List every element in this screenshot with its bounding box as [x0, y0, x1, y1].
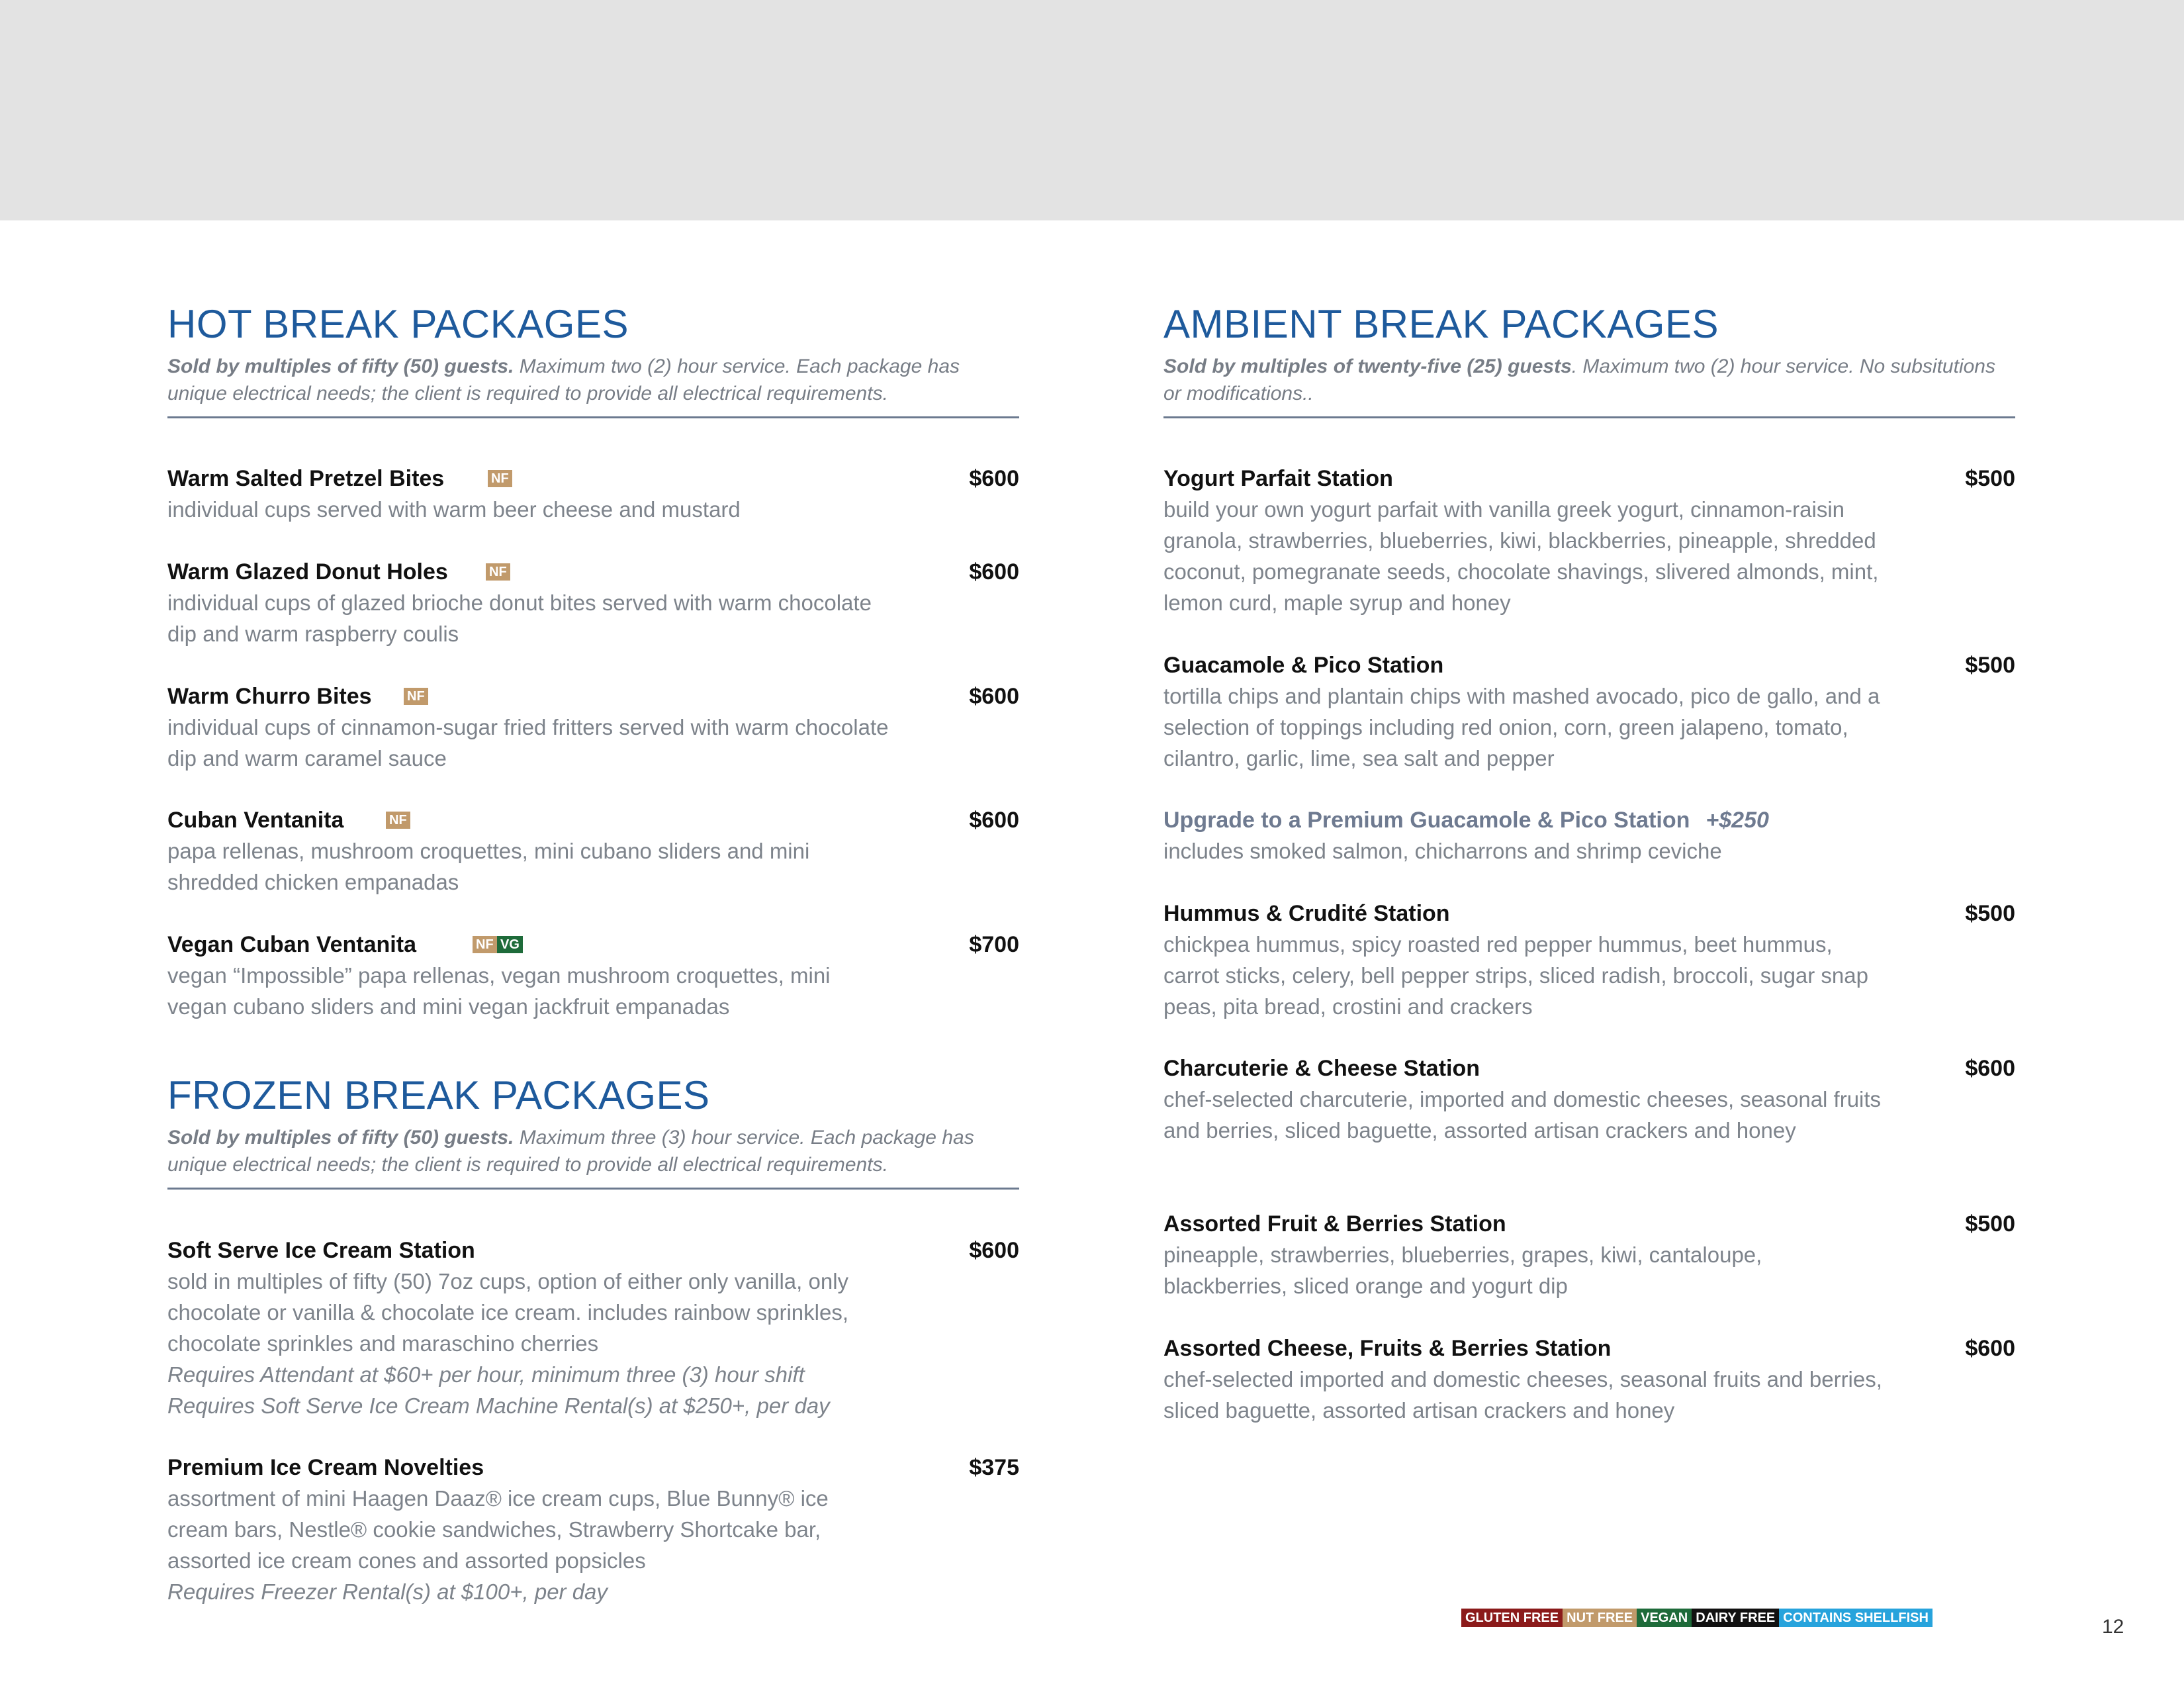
section-note-text: . Maximum two (2) hour service. No subsitutions or modifications..	[1163, 355, 1995, 404]
section-note	[167, 353, 1019, 407]
legend-vegan: VEGAN	[1637, 1609, 1692, 1627]
upgrade-price: +$250	[1706, 808, 1769, 833]
item-name: Hummus & Crudité Station	[1163, 901, 1450, 926]
nut-free-badge: NF	[473, 936, 497, 953]
item-description: sold in multiples of fifty (50) 7oz cups, option of either only vanilla, only chocolate or vanilla & chocolate ice cream. includes rainbow sprinkles, chocolate sprinkles and maraschino cherries	[167, 1269, 849, 1356]
section-note	[167, 1124, 1019, 1178]
nut-free-badge: NF	[486, 563, 510, 581]
item-description: chef-selected imported and domestic cheeses, seasonal fruits and berries, sliced baguette, assorted artisan crackers and honey	[1163, 1367, 1882, 1423]
section-title: AMBIENT BREAK PACKAGES	[1163, 302, 1719, 346]
item-name: Warm Churro Bites	[167, 684, 372, 709]
item-price: $600	[969, 559, 1019, 585]
section-note-emphasis: Sold by multiples of fifty (50) guests.	[167, 1127, 514, 1149]
item-name: Soft Serve Ice Cream Station	[167, 1238, 475, 1263]
item-description: chickpea hummus, spicy roasted red pepper hummus, beet hummus, carrot sticks, celery, bell pepper strips, sliced radish, broccoli, sugar snap peas, pita bread, crostini and crackers	[1163, 932, 1868, 1019]
item-description: individual cups of cinnamon-sugar fried fritters served with warm chocolate dip and warm caramel sauce	[167, 715, 889, 771]
item-description: tortilla chips and plantain chips with mashed avocado, pico de gallo, and a selection of toppings including red onion, corn, green jalapeno, tomato, cilantro, garlic, lime, sea salt and pepper	[1163, 684, 1880, 771]
item-price: $375	[969, 1455, 1019, 1480]
item-name: Charcuterie & Cheese Station	[1163, 1056, 1480, 1081]
legend-gluten-free: GLUTEN FREE	[1461, 1609, 1563, 1627]
vegan-badge: VG	[497, 936, 523, 953]
item-description: chef-selected charcuterie, imported and domestic cheeses, seasonal fruits and berries, sliced baguette, assorted artisan crackers and honey	[1163, 1087, 1882, 1143]
item-name: Yogurt Parfait Station	[1163, 466, 1393, 491]
header-band	[0, 0, 2184, 220]
item-description: pineapple, strawberries, blueberries, grapes, kiwi, cantaloupe, blackberries, sliced orange and yogurt dip	[1163, 1243, 1762, 1298]
item-price: $500	[1965, 1211, 2015, 1237]
upgrade-name	[1163, 805, 1769, 835]
legend-dairy-free: DAIRY FREE	[1692, 1609, 1779, 1627]
item-description: build your own yogurt parfait with vanilla greek yogurt, cinnamon-raisin granola, strawberries, blueberries, kiwi, blackberries, pineapple, shredded coconut, pomegranate seeds, chocolate shavings, slivered almonds, mint, lemon curd, maple syrup and honey	[1163, 497, 1879, 615]
section-note-emphasis: Sold by multiples of twenty-five (25) guests	[1163, 355, 1572, 377]
item-requirement: Requires Soft Serve Ice Cream Machine Rental(s) at $250+, per day	[167, 1393, 830, 1418]
item-description: individual cups of glazed brioche donut bites served with warm chocolate dip and warm raspberry coulis	[167, 590, 872, 646]
nut-free-badge: NF	[404, 688, 428, 705]
item-name: Warm Glazed Donut Holes	[167, 559, 448, 585]
nut-free-badge: NF	[386, 812, 410, 829]
item-name: Cuban Ventanita	[167, 808, 344, 833]
section-note-emphasis: Sold by multiples of fifty (50) guests.	[167, 355, 514, 377]
item-description: papa rellenas, mushroom croquettes, mini cubano sliders and mini shredded chicken empanadas	[167, 839, 810, 894]
item-name: Premium Ice Cream Novelties	[167, 1455, 484, 1480]
item-price: $600	[969, 684, 1019, 709]
item-price: $600	[969, 1238, 1019, 1263]
item-description: assortment of mini Haagen Daaz® ice cream cups, Blue Bunny® ice cream bars, Nestle® cookie sandwiches, Strawberry Shortcake bar, assorted ice cream cones and assorted popsicles	[167, 1486, 829, 1573]
item-name: Guacamole & Pico Station	[1163, 653, 1444, 678]
item-name: Assorted Cheese, Fruits & Berries Station	[1163, 1336, 1612, 1361]
upgrade-description: includes smoked salmon, chicharrons and shrimp ceviche	[1163, 839, 1722, 863]
dietary-legend	[1461, 1609, 1933, 1627]
item-description: individual cups served with warm beer cheese and mustard	[167, 497, 741, 522]
item-requirement: Requires Freezer Rental(s) at $100+, per day	[167, 1579, 608, 1604]
item-name: Vegan Cuban Ventanita	[167, 932, 416, 957]
item-name: Assorted Fruit & Berries Station	[1163, 1211, 1506, 1237]
item-price: $500	[1965, 901, 2015, 926]
legend-contains-shellfish: CONTAINS SHELLFISH	[1779, 1609, 1933, 1627]
item-price: $600	[1965, 1056, 2015, 1081]
section-note	[1163, 353, 2015, 407]
item-price: $700	[969, 932, 1019, 957]
item-price: $500	[1965, 466, 2015, 491]
section-divider	[167, 416, 1019, 418]
item-name: Warm Salted Pretzel Bites	[167, 466, 445, 491]
item-price: $600	[1965, 1336, 2015, 1361]
section-note-text: Maximum two (2) hour service. Each package has unique electrical needs; the client is required to provide all electrical requirements.	[167, 355, 960, 404]
section-divider	[167, 1188, 1019, 1190]
item-requirement: Requires Attendant at $60+ per hour, minimum three (3) hour shift	[167, 1362, 805, 1387]
item-price: $600	[969, 466, 1019, 491]
page-number: 12	[2102, 1616, 2124, 1638]
legend-nut-free: NUT FREE	[1563, 1609, 1637, 1627]
nut-free-badge: NF	[488, 470, 512, 487]
section-title: HOT BREAK PACKAGES	[167, 302, 629, 346]
item-description: vegan “Impossible” papa rellenas, vegan mushroom croquettes, mini vegan cubano sliders and mini vegan jackfruit empanadas	[167, 963, 831, 1019]
section-title: FROZEN BREAK PACKAGES	[167, 1073, 710, 1117]
upgrade-title: Upgrade to a Premium Guacamole & Pico Station	[1163, 808, 1690, 833]
section-note-text: Maximum three (3) hour service. Each package has unique electrical needs; the client is required to provide all electrical requirements.	[167, 1127, 974, 1176]
section-divider	[1163, 416, 2015, 418]
item-price: $600	[969, 808, 1019, 833]
item-price: $500	[1965, 653, 2015, 678]
